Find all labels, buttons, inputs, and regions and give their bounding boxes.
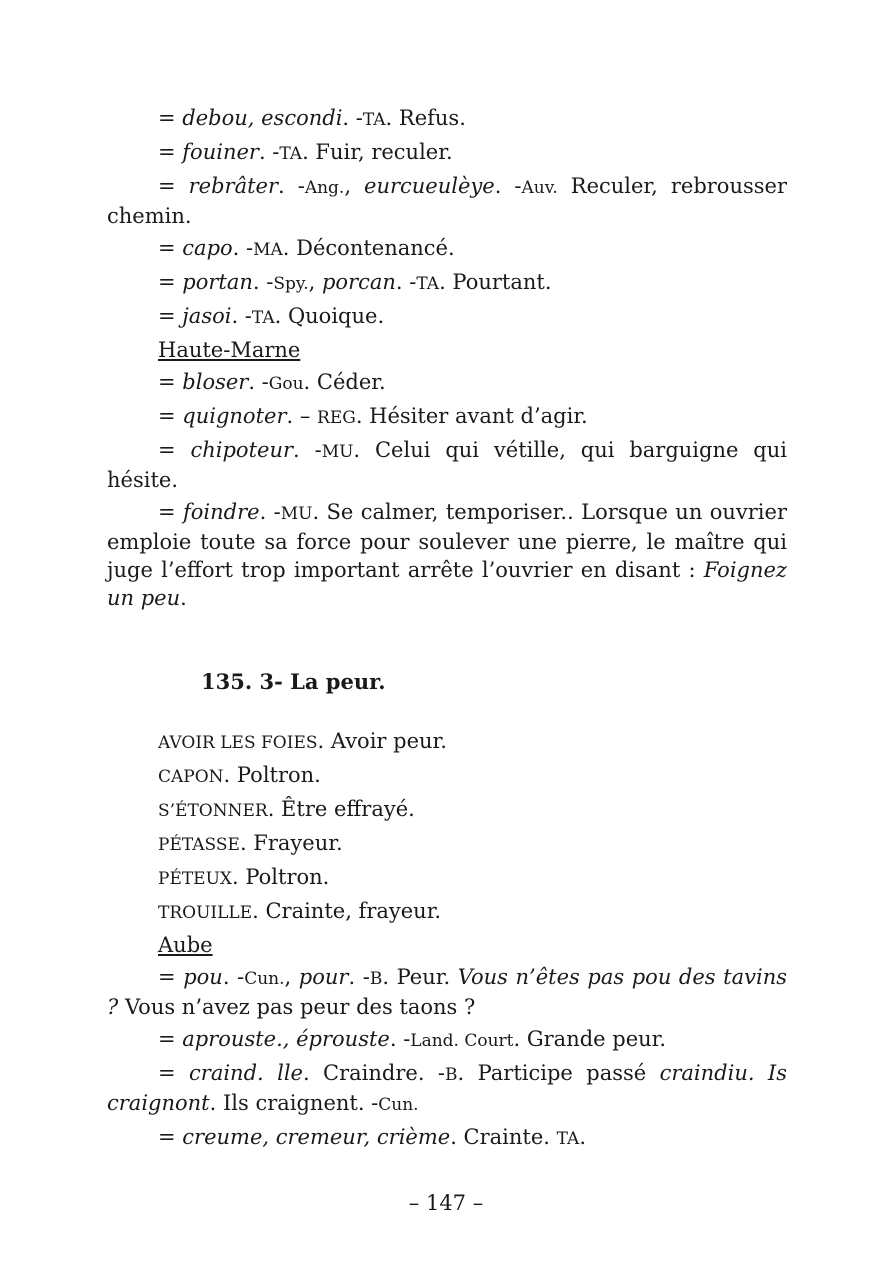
source-abbrev: TA (556, 1129, 580, 1149)
term-italic: Foignez un peu (107, 558, 787, 610)
entry: = craind. lle. Craindre. -B. Participe passé craindiu. Is craignont. Ils craignent. -Cun. (107, 1061, 788, 1115)
term-smallcaps: TROUILLE (158, 903, 253, 923)
term-italic: Vous n’êtes pas pou des tavins ? (107, 965, 788, 1019)
source-abbrev: Auv. (521, 178, 558, 198)
entry: = capo. -MA. Décontenancé. (158, 236, 455, 260)
term-italic: fouiner (182, 140, 259, 164)
entry: = jasoi. -TA. Quoique. (158, 304, 385, 328)
source-abbrev: MU (321, 442, 354, 462)
entry: = portan. -Spy., porcan. -TA. Pourtant. (158, 270, 552, 294)
entry: = fouiner. -TA. Fuir, reculer. (158, 140, 453, 164)
term-italic: capo (182, 236, 233, 260)
term-italic: creume, cremeur, crième (182, 1125, 451, 1149)
source-abbrev: MA (253, 240, 283, 260)
term-entry: PÉTASSE. Frayeur. (158, 831, 343, 855)
term-entry: S’ÉTONNER. Être effrayé. (158, 797, 415, 821)
source-abbrev: MU (280, 504, 313, 524)
source-abbrev: Spy. (273, 274, 309, 294)
entry: = creume, cremeur, crième. Crainte. TA. (158, 1125, 586, 1149)
source-abbrev: Gou (268, 374, 304, 394)
term-entry: PÉTEUX. Poltron. (158, 865, 330, 889)
term-italic: pou (183, 965, 223, 989)
entry: = foindre. -MU. Se calmer, temporiser.. Lorsque un ouvrier emploie toute sa force pour soulever une pierre, le maître qui juge l’effort trop important arrête l’ouvrier en disant : Foignez un peu. (107, 500, 787, 610)
source-abbrev: REG (317, 408, 356, 428)
term-entry: AVOIR LES FOIES. Avoir peur. (158, 729, 447, 753)
source-abbrev: TA (416, 274, 440, 294)
source-abbrev: TA (251, 308, 275, 328)
entry: = chipoteur. -MU. Celui qui vétille, qui barguigne qui hésite. (107, 438, 787, 492)
entry: = aprouste., éprouste. -Land. Court. Grande peur. (158, 1027, 667, 1051)
section-heading: 135. 3- La peur. (201, 669, 386, 694)
source-abbrev: Cun. (244, 969, 285, 989)
source-abbrev: TA (279, 144, 303, 164)
term-italic: eurcueulèye (364, 174, 495, 198)
source-abbrev: TA (362, 110, 386, 130)
term-italic: porcan (321, 270, 396, 294)
term-italic: debou, escondi (182, 106, 343, 130)
section-label-aube: Aube (158, 933, 213, 957)
term-italic: craind. lle (189, 1061, 303, 1085)
entry: = debou, escondi. -TA. Refus. (158, 106, 466, 130)
term-italic: quignoter (182, 404, 287, 428)
term-italic: craindiu. Is craignont (107, 1061, 788, 1115)
term-italic: jasoi (182, 304, 232, 328)
page-number: – 147 – (408, 1191, 484, 1215)
term-italic: portan (182, 270, 253, 294)
term-italic: chipoteur (190, 438, 294, 462)
term-italic: foindre (182, 500, 260, 524)
term-smallcaps: PÉTASSE (158, 835, 240, 855)
page-body (107, 104, 787, 1157)
term-entry: CAPON. Poltron. (158, 763, 321, 787)
section-label-haute-marne: Haute-Marne (158, 338, 301, 362)
entry: = rebrâter. -Ang., eurcueulèye. -Auv. Reculer, rebrousser chemin. (107, 174, 787, 228)
source-abbrev: Cun. (378, 1095, 419, 1115)
term-italic: pour (298, 965, 349, 989)
source-abbrev: Ang. (304, 178, 345, 198)
term-smallcaps: S’ÉTONNER (158, 801, 268, 821)
term-smallcaps: CAPON (158, 767, 224, 787)
source-abbrev: Land. Court (410, 1031, 514, 1051)
entry: = pou. -Cun., pour. -B. Peur. Vous n’êtes pas pou des tavins ? Vous n’avez pas peur des taons ? (107, 965, 788, 1019)
term-smallcaps: AVOIR LES FOIES (158, 733, 318, 753)
term-entry: TROUILLE. Crainte, frayeur. (158, 899, 442, 923)
source-abbrev: B (369, 969, 383, 989)
term-italic: bloser (182, 370, 249, 394)
term-italic: rebrâter (188, 174, 278, 198)
term-smallcaps: PÉTEUX (158, 869, 233, 889)
source-abbrev: B (445, 1065, 458, 1085)
entry: = quignoter. – REG. Hésiter avant d’agir. (158, 404, 588, 428)
entry: = bloser. -Gou. Céder. (158, 370, 386, 394)
term-italic: aprouste., éprouste (182, 1027, 390, 1051)
